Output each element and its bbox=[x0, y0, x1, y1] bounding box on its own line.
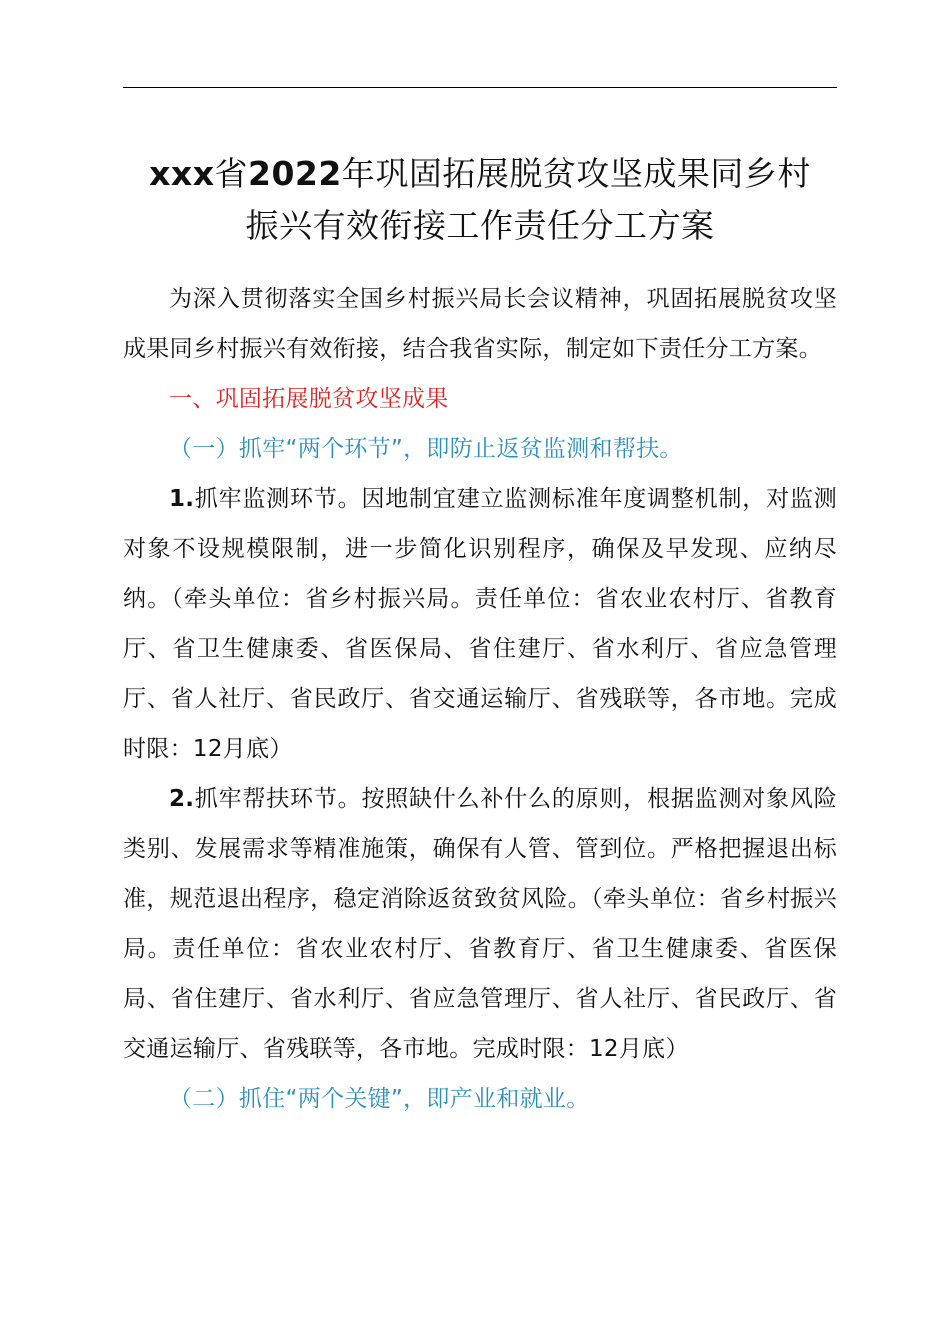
item-number-1: 1. bbox=[169, 486, 195, 512]
title-year: 2022 bbox=[248, 154, 342, 193]
subsection-heading-2: （二）抓住“两个关键”，即产业和就业。 bbox=[169, 1086, 590, 1112]
section-heading-1: 一、巩固拓展脱贫攻坚成果 bbox=[169, 386, 449, 412]
title-prefix: xxx bbox=[149, 154, 215, 193]
item-text-1: 抓牢监测环节。因地制宜建立监测标准年度调整机制，对监测对象不设规模限制，进一步简化识别程序，确保及早发现、应纳尽纳。（牵头单位：省乡村振兴局。责任单位：省农业农村厅、省教育厅、省卫生健康委、省医保局、省住建厅、省水利厅、省应急管理厅、省人社厅、省民政厅、省交通运输厅、省残联等，各市地。完成时限：12月底） bbox=[123, 486, 837, 762]
title-province: 省 bbox=[214, 154, 248, 193]
document-body bbox=[123, 274, 837, 1124]
intro-paragraph: 为深入贯彻落实全国乡村振兴局长会议精神，巩固拓展脱贫攻坚成果同乡村振兴有效衔接，结合我省实际，制定如下责任分工方案。 bbox=[123, 286, 837, 362]
subsection-heading-1: （一）抓牢“两个环节”，即防止返贫监测和帮扶。 bbox=[169, 436, 683, 462]
item-text-2: 抓牢帮扶环节。按照缺什么补什么的原则，根据监测对象风险类别、发展需求等精准施策，确保有人管、管到位。严格把握退出标准，规范退出程序，稳定消除返贫致贫风险。（牵头单位：省乡村振兴局。责任单位：省农业农村厅、省教育厅、省卫生健康委、省医保局、省住建厅、省水利厅、省应急管理厅、省人社厅、省民政厅、省交通运输厅、省残联等，各市地。完成时限：12月底） bbox=[123, 786, 837, 1062]
document-title bbox=[110, 148, 850, 252]
item-paragraph-1 bbox=[123, 474, 837, 774]
item-number-2: 2. bbox=[169, 786, 195, 812]
header-rule bbox=[123, 87, 837, 88]
title-line-1 bbox=[110, 148, 850, 200]
title-line-2: 振兴有效衔接工作责任分工方案 bbox=[245, 206, 715, 245]
item-paragraph-2 bbox=[123, 774, 837, 1074]
title-rest: 年巩固拓展脱贫攻坚成果同乡村 bbox=[341, 154, 811, 193]
